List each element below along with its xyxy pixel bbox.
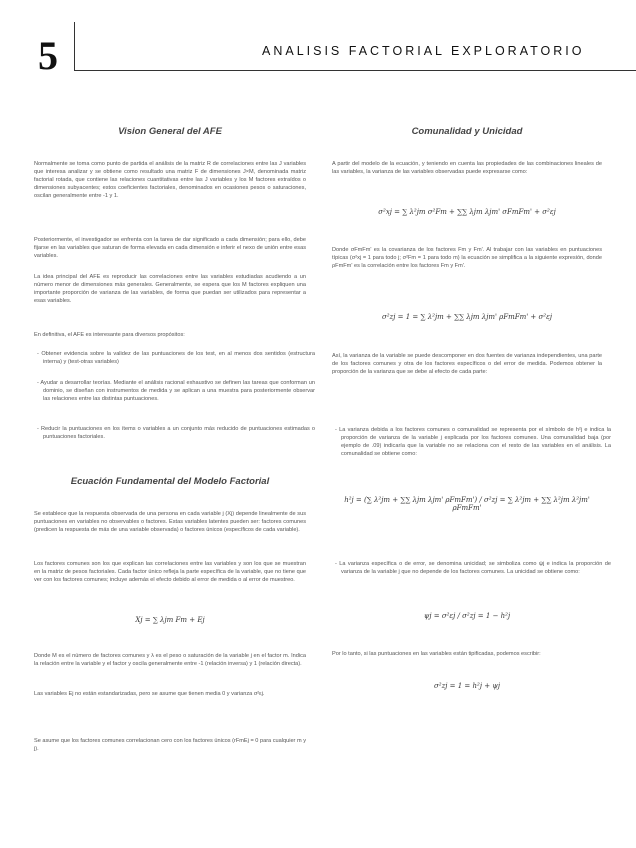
paragraph: Así, la varianza de la variable se puede descomponer en dos fuentes de varianza independientes, una parte de los factores comunes y otra de los factores específicos o del error de medida. Podemos obtener la proporción de la varianza que se debe al efecto de cada parte: xyxy=(332,353,602,376)
section-heading-vision-general: Vision General del AFE xyxy=(118,126,222,137)
paragraph: Posteriormente, el investigador se enfrenta con la tarea de dar significado a cada dimensión; para ello, debe fijarse en las variables que saturan de forma elevada en cada dimensión e inferir el nexo de unión entre esas variables. xyxy=(34,237,306,260)
chapter-number: 5 xyxy=(38,33,58,78)
header-horizontal-rule xyxy=(74,70,636,71)
equation-unit-variance: σ²zj = 1 = h²j + ψj xyxy=(434,682,500,690)
equation-variance: σ²xj = ∑ λ²jm σ²Fm + ∑∑ λjm λjm' σFmFm' + σ²εj xyxy=(378,208,556,216)
paragraph: A partir del modelo de la ecuación, y teniendo en cuenta las propiedades de las combinaciones lineales de las variables, la varianza de las variables observadas puede expresarse como: xyxy=(332,161,602,176)
bullet-item: - La varianza debida a los factores comunes o comunalidad se representa por el símbolo de h²j e indica la proporción de varianza de la variable j explicada por los factores comunes. Una comunalidad baja (por ejemplo de .09) indicaría que la variable no se relaciona con el resto de las variables en el análisis. La comunalidad se obtiene como: xyxy=(335,427,611,458)
paragraph: Las variables Ej no están estandarizadas, pero se asume que tienen media 0 y varianza σ²εj. xyxy=(34,691,265,697)
header-vertical-rule xyxy=(74,22,75,70)
paragraph: Por lo tanto, si las puntuaciones en las variables están tipificadas, podemos escribir: xyxy=(332,651,541,657)
equation-standardized-variance: σ²zj = 1 = ∑ λ²jm + ∑∑ λjm λjm' ρFmFm' + σ²εj xyxy=(381,313,553,321)
equation-communality: h²j = (∑ λ²jm + ∑∑ λjm λjm' ρFmFm') / σ²zj = ∑ λ²jm + ∑∑ λ²jm λ²jm' ρFmFm' xyxy=(344,496,590,512)
bullet-item: - Obtener evidencia sobre la validez de las puntuaciones de los test, en al menos dos sentidos (estructura interna) y (test-otras variables) xyxy=(37,351,315,366)
paragraph: La idea principal del AFE es reproducir las correlaciones entre las variables estudiadas acudiendo a un número menor de dimensiones más generales. Generalmente, se espera que los M factores expliquen una importante proporción de varianza de las variables, de forma que puedan ser utilizados para representar a esas variables. xyxy=(34,274,306,305)
bullet-item: - Ayudar a desarrollar teorías. Mediante el análisis racional exhaustivo se definen las tareas que conforman un dominio, se diseñan con instrumentos de medida y se aplican a una muestra para posteriormente observar las relaciones entre las distintas puntuaciones. xyxy=(37,380,315,403)
paragraph: Se asume que los factores comunes correlacionan cero con los factores únicos (rFmEj = 0 para cualquier m y j). xyxy=(34,738,306,753)
bullet-item: - La varianza específica o de error, se denomina unicidad; se simboliza como ψj e indica la proporción de varianza de la variable j que no depende de los factores comunes. La unicidad se obtiene como: xyxy=(335,561,611,576)
bullet-item: - Reducir la puntuaciones en los ítems o variables a un conjunto más reducido de puntuaciones estimadas o puntuaciones factoriales. xyxy=(37,426,315,441)
paragraph: En definitiva, el AFE es interesante para diversos propósitos: xyxy=(34,332,185,338)
section-heading-comunalidad: Comunalidad y Unicidad xyxy=(411,126,523,137)
section-heading-ecuacion-fundamental: Ecuación Fundamental del Modelo Factorial xyxy=(70,476,270,487)
paragraph: Normalmente se toma como punto de partida el análisis de la matriz R de correlaciones entre las J variables que interesa analizar y se obtiene como resultado una matriz F de dimensiones J×M, denominada matriz factorial rotada, que contiene las relaciones cuantitativas entre las J variables y los M factores extraídos o dimensiones subyacentes; estos coeficientes factoriales, denominados en ocasiones pesos o saturaciones, oscilan generalmente entre -1 y 1. xyxy=(34,161,306,200)
equation-uniqueness: ψj = σ²εj / σ²zj = 1 − h²j xyxy=(423,612,511,620)
paragraph: Los factores comunes son los que explican las correlaciones entre las variables y son los que se muestran en la matriz de pesos factoriales. Cada factor único refleja la parte específica de la variable, que no tiene que ver con los factores comunes; incluye además el efecto debido al error de medida o al error de muestreo. xyxy=(34,561,306,584)
equation-factor-model: Xj = ∑ λjm Fm + Ej xyxy=(135,616,205,624)
paragraph: Donde σFmFm' es la covarianza de los factores Fm y Fm'. Al trabajar con las variables en puntuaciones típicas (σ²xj = 1 para todo j; σ²Fm = 1 para todo m) la ecuación se simplifica a la siguiente expresión, donde ρFmFm' es la correlación entre los factores Fm y Fm'. xyxy=(332,247,602,270)
paragraph: Se establece que la respuesta observada de una persona en cada variable j (Xj) depende linealmente de sus puntuaciones en variables no observables o factores. Estas variables latentes pueden ser: factores comunes (predicen la respuesta de más de una variable observada) o factores únicos (específicos de cada variable). xyxy=(34,511,306,534)
chapter-title: ANALISIS FACTORIAL EXPLORATORIO xyxy=(262,44,585,58)
paragraph: Donde M es el número de factores comunes y λ es el peso o saturación de la variable j en el factor m. Indica la relación entre la variable y el factor y oscila generalmente entre -1 (relación inversa) y 1 (relación directa). xyxy=(34,653,306,668)
